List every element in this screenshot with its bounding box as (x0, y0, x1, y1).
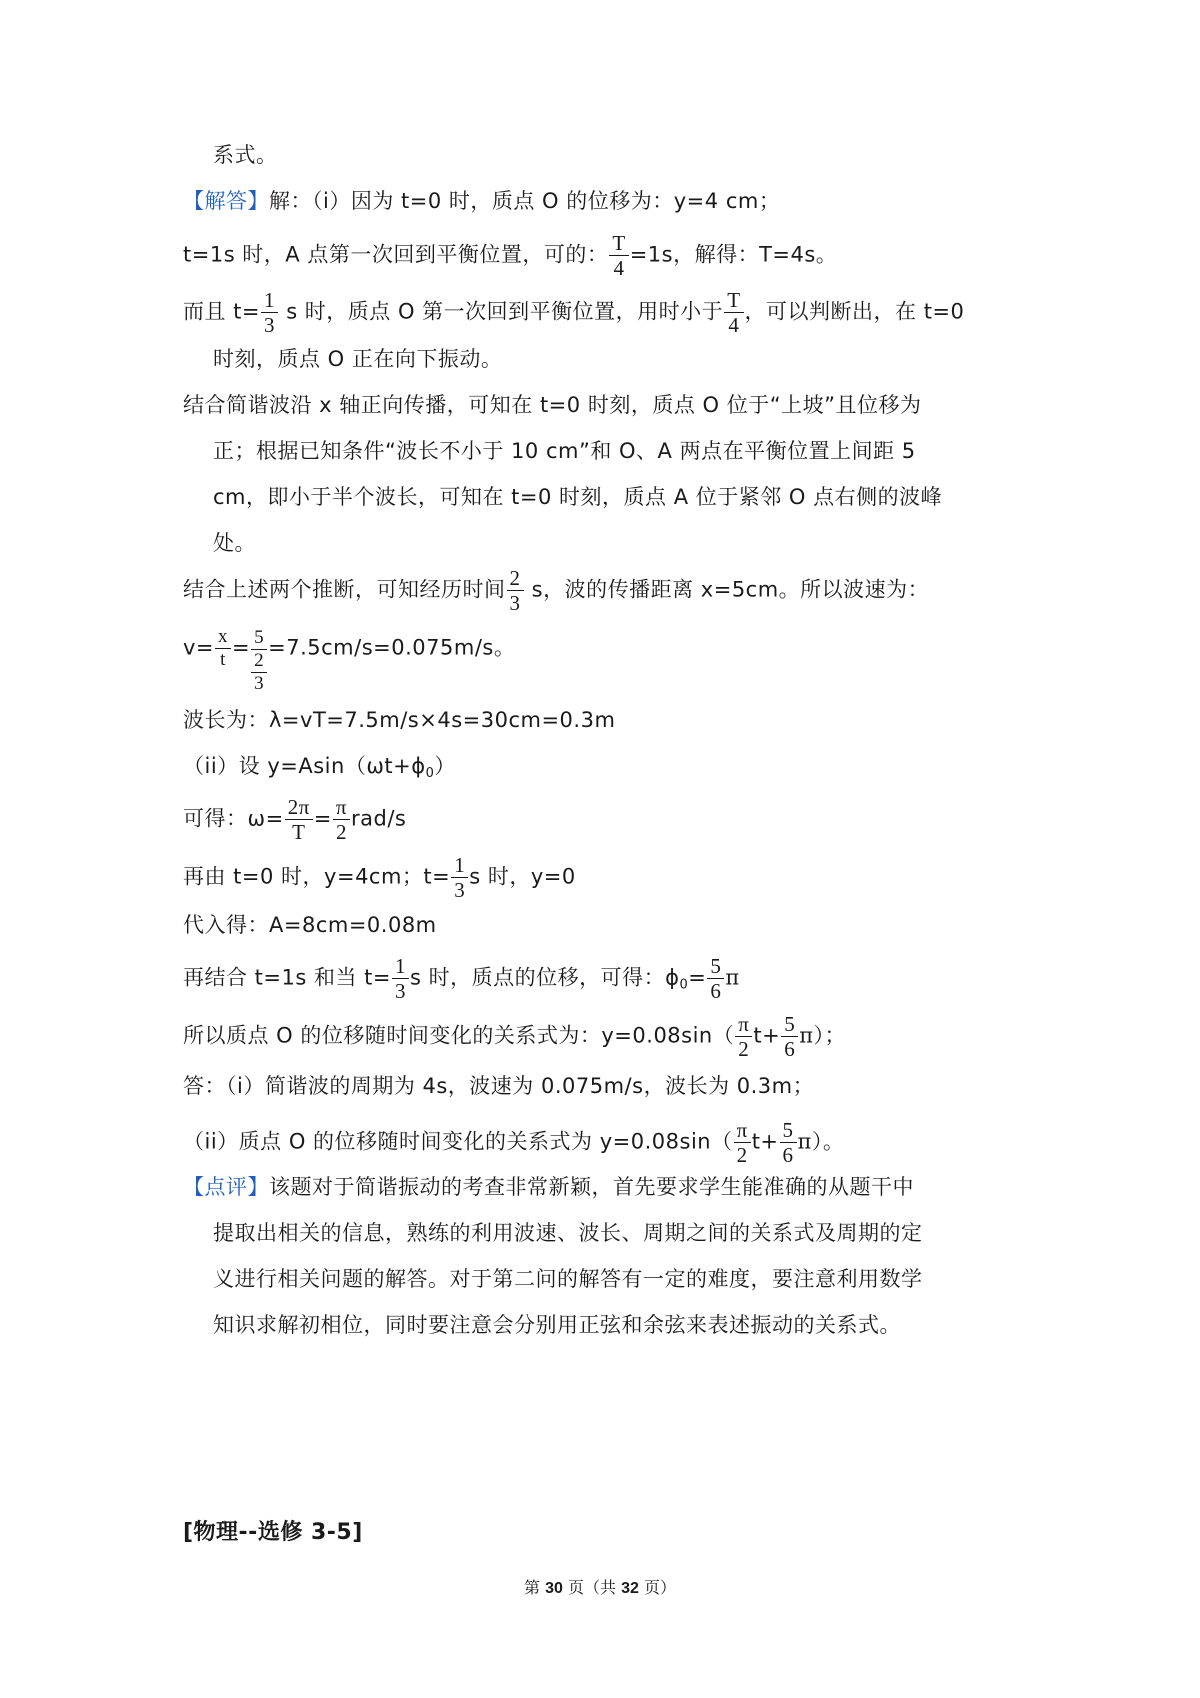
text-line: 处。 (213, 531, 256, 555)
text-line: 正；根据已知条件“波长不小于 10 cm”和 O、A 两点在平衡位置上间距 5 (213, 439, 916, 463)
omega-formula: 可得：ω= $\frac{2\pi}{T}$ = $\frac{\pi}{2}$ rad/s (183, 795, 407, 844)
text-line: 代入得：A=8cm=0.08m (183, 913, 437, 937)
text-line: 结合简谐波沿 x 轴正向传播，可知在 t=0 时刻，质点 O 位于“上坡”且位移为 (183, 393, 922, 417)
answer-heading-line: 【解答】解：（i）因为 t=0 时，质点 O 的位移为：y=4 cm； (183, 189, 781, 213)
text-line: 知识求解初相位，同时要注意会分别用正弦和余弦来表述振动的关系式。 (213, 1313, 901, 1337)
text-line: 答：（i）简谐波的周期为 4s，波速为 0.075m/s，波长为 0.3m； (183, 1074, 815, 1098)
page-number: 30 (545, 1580, 563, 1597)
fraction: $\frac{2}{3}$ (507, 566, 524, 615)
text-line: 提取出相关的信息，熟练的利用波速、波长、周期之间的关系式及周期的定 (213, 1221, 923, 1245)
fraction: $\frac{1}{3}$ (261, 288, 278, 337)
text-line: t=1s 时，A 点第一次回到平衡位置，可的： $\frac{T}{4}$ =1s，解得：T=4s。 (183, 231, 838, 280)
fraction: $\frac{T}{4}$ (724, 288, 743, 337)
fraction: $\frac{x}{t}$ (215, 626, 231, 671)
fraction: $\frac{\pi}{2}$ (333, 795, 350, 844)
fraction: $\frac{1}{3}$ (392, 954, 409, 1003)
fraction: $\frac{2\pi}{T}$ (285, 795, 313, 844)
fraction: $\frac{T}{4}$ (609, 231, 628, 280)
section-title: [物理--选修 3-5] (183, 1520, 363, 1545)
text-line: 再由 t=0 时，y=4cm；t= $\frac{1}{3}$ s 时，y=0 (183, 853, 576, 902)
result-formula: （ii）质点 O 的位移随时间变化的关系式为 y=0.08sin（ $\frac{\pi}{2}$ t+ $\frac{5}{6}$ π）。 (183, 1118, 845, 1167)
text-line: 系式。 (213, 143, 278, 167)
fraction: $\frac{1}{3}$ (451, 853, 468, 902)
compound-fraction: $\frac{5}{\frac{2}{3}}$ (251, 627, 267, 695)
velocity-formula: v= $\frac{x}{t}$ = $\frac{5}{\frac{2}{3}}$ =7.5cm/s=0.075m/s。 (183, 626, 516, 694)
result-formula: 所以质点 O 的位移随时间变化的关系式为：y=0.08sin（ $\frac{\pi}{2}$ t+ $\frac{5}{6}$ π）； (183, 1012, 847, 1061)
text-line: 而且 t= $\frac{1}{3}$ s 时，质点 O 第一次回到平衡位置，用时小于 $\frac{T}{4}$ ，可以判断出，在 t=0 (183, 288, 965, 337)
fraction: $\frac{5}{6}$ (781, 1012, 798, 1061)
fraction: $\frac{5}{6}$ (707, 954, 724, 1003)
text-line: cm，即小于半个波长，可知在 t=0 时刻，质点 A 位于紧邻 O 点右侧的波峰 (213, 485, 943, 509)
page-footer: 第 30 页（共 32 页） (524, 1578, 676, 1597)
fraction: $\frac{\pi}{2}$ (734, 1118, 751, 1167)
text-line: 结合上述两个推断，可知经历时间 $\frac{2}{3}$ s，波的传播距离 x=5cm。所以波速为： (183, 566, 930, 615)
fraction: $\frac{\pi}{2}$ (735, 1012, 752, 1061)
answer-tag: 【解答】 (183, 189, 269, 213)
text-line: 时刻，质点 O 正在向下振动。 (213, 347, 503, 371)
text-line: 义进行相关问题的解答。对于第二问的解答有一定的难度，要注意利用数学 (213, 1267, 923, 1291)
text-line: （ii）设 $y=Asin(\omega t+\phi_0)$ (183, 754, 456, 781)
page-total: 32 (621, 1580, 639, 1597)
fraction: $\frac{5}{6}$ (780, 1118, 797, 1167)
comment-tag: 【点评】 (183, 1175, 269, 1199)
text-line: 波长为：λ=vT=7.5m/s×4s=30cm=0.3m (183, 708, 616, 732)
comment-heading-line: 【点评】该题对于简谐振动的考查非常新颖，首先要求学生能准确的从题干中 (183, 1175, 914, 1199)
phase-formula: 再结合 t=1s 和当 t= $\frac{1}{3}$ s 时，质点的位移，可得：$\phi_0=$ $\frac{5}{6}$ π (183, 954, 740, 1003)
